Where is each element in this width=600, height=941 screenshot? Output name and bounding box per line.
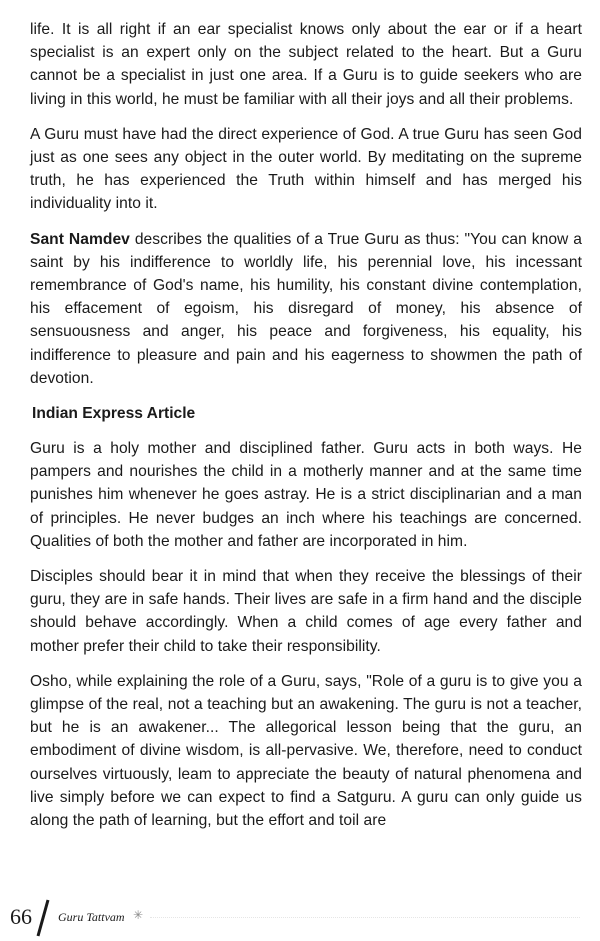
page-number: 66 (10, 904, 32, 929)
paragraph-5: Disciples should bear it in mind that when they receive the blessings of their guru, they are in safe hands. Their lives are safe in a firm hand and the disciple should behave accordingly. When a child comes of age every father and mother prefer their child to take their responsibility. (30, 568, 582, 655)
paragraph-3 (30, 228, 582, 390)
flower-ornament-icon: ✳ (133, 908, 144, 922)
footer-rule (150, 917, 580, 918)
paragraph-3-lead: Sant Namdev (30, 230, 130, 248)
paragraph-1: life. It is all right if an ear specialist knows only about the ear or if a heart specialist is an expert only on the subject related to the heart. But a Guru cannot be a specialist in just one area. If a Guru is to guide seekers who are living in this world, he must be familiar with all their joys and all their problems. (30, 21, 582, 108)
paragraph-2: A Guru must have had the direct experience of God. A true Guru has seen God just as one sees any object in the outer world. By meditating on the supreme truth, he has experienced the Truth within himself and has merged his individuality into it. (30, 125, 582, 213)
page-body (30, 18, 582, 844)
slash-divider-icon (34, 898, 52, 938)
paragraph-3-text: describes the qualities of a True Guru as thus: "You can know a saint by his indifference to worldly life, his perennial love, his incessant remembrance of God's name, his humility, his constant divine contemplation, his effacement of egoism, his disregard of money, his absence of sensuousness and anger, his peace and forgiveness, his equality, his indifference to pleasure and pain and his eagerness to showmen the path of devotion. (30, 230, 582, 387)
page-footer (10, 898, 590, 938)
paragraph-6: Osho, while explaining the role of a Guru, says, "Role of a guru is to give you a glimpse of the real, not a teaching but an awakening. The guru is not a teacher, but he is an awakener... The allegorical lesson being that the guru, an embodiment of divine wisdom, is all-pervasive. We, therefore, need to conduct ourselves virtuously, leam to appreciate the beauty of natural phenomena and live simply before we can expect to find a Satguru. A guru can only guide us along the path of learning, but the effort and toil are (30, 672, 582, 830)
running-title: Guru Tattvam (58, 910, 125, 924)
paragraph-4: Guru is a holy mother and disciplined father. Guru acts in both ways. He pampers and nourishes the child in a motherly manner and at the same time punishes him whenever he goes astray. He is a strict disciplinarian and a man of principles. He never budges an inch where his teachings are concerned. Qualities of both the mother and father are incorporated in him. (30, 440, 582, 550)
section-heading: Indian Express Article (32, 405, 196, 423)
